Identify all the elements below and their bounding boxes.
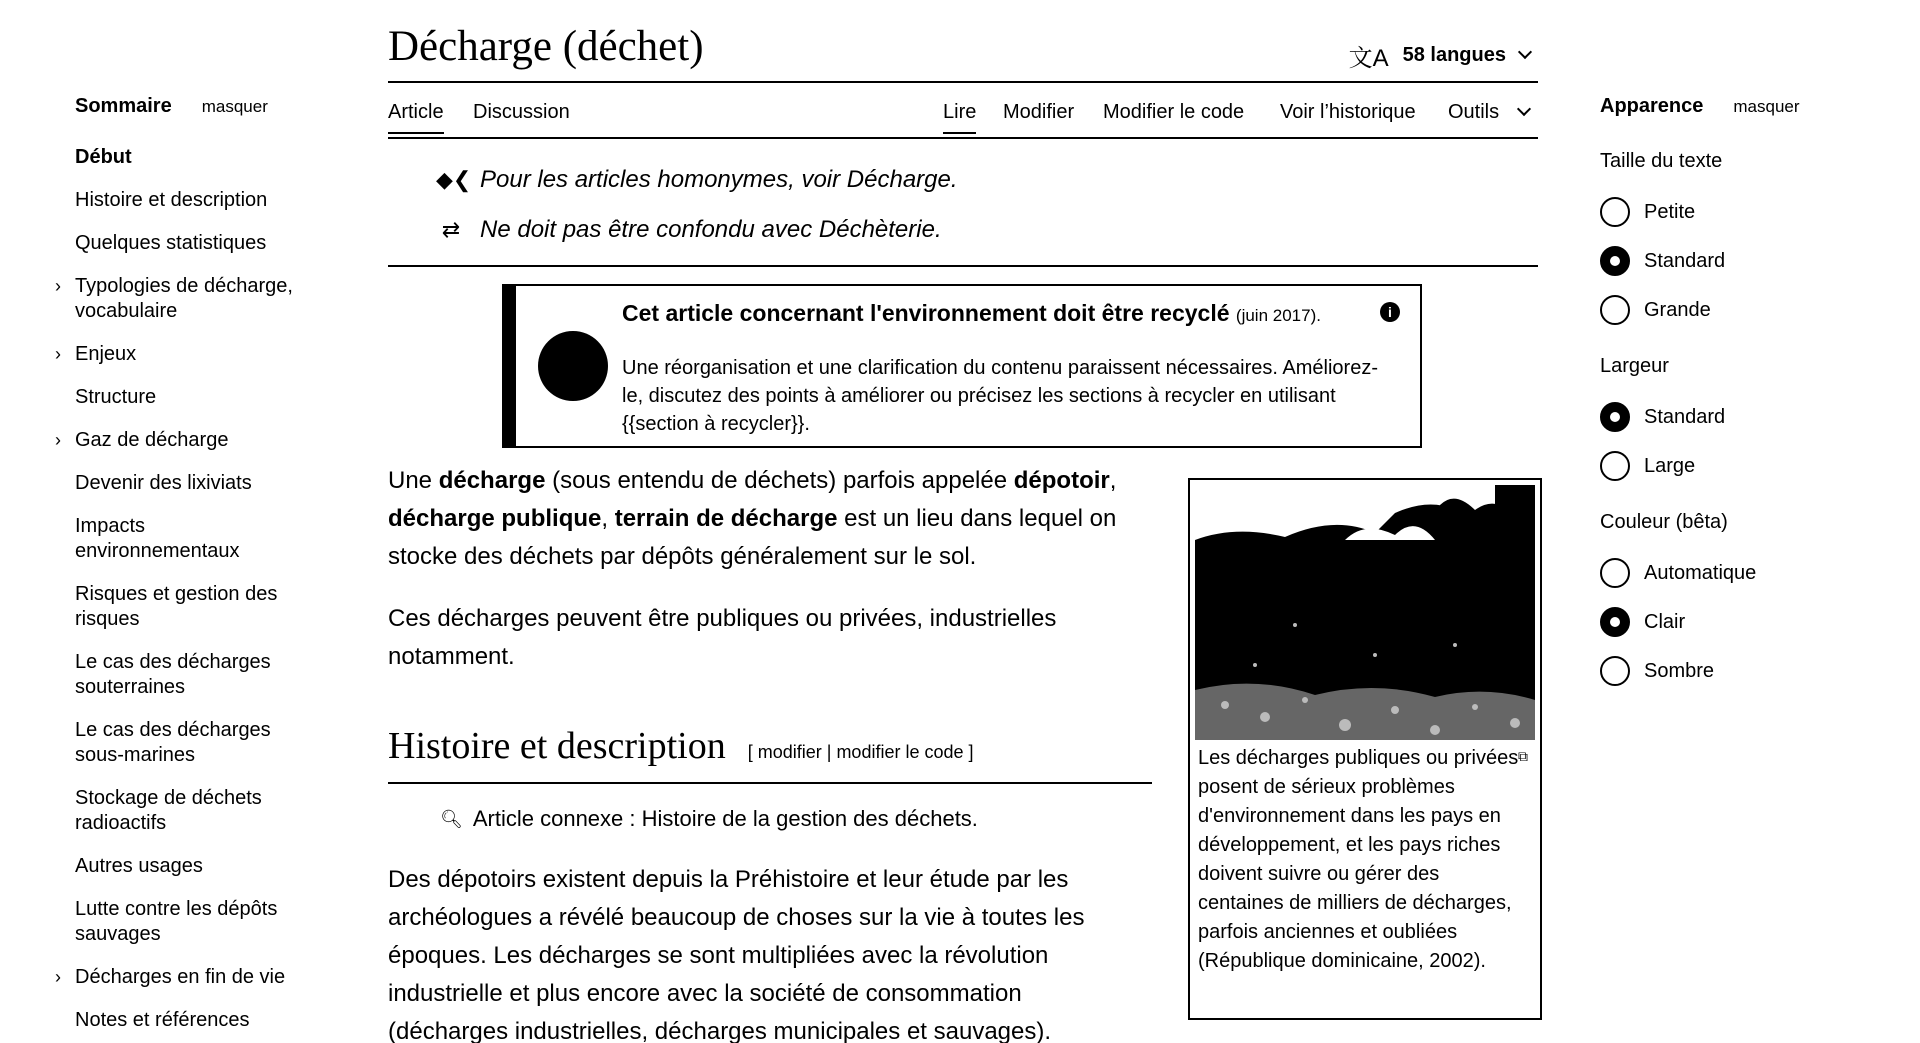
radio-label: Standard	[1644, 405, 1726, 428]
section-edit-links: [ modifier | modifier le code ]	[747, 742, 974, 762]
toc-item-label: Stockage de déchets radioactifs	[75, 787, 262, 834]
hatnotes	[388, 139, 1538, 267]
toc-item-label: Histoire et description	[75, 189, 268, 211]
recycle-icon	[538, 331, 608, 401]
info-icon[interactable]: i	[1380, 302, 1400, 322]
banner-date: (juin 2017).	[1235, 306, 1321, 325]
toc-item[interactable]	[55, 428, 315, 453]
radio-option[interactable]	[1600, 451, 1890, 481]
image-caption: Les décharges publiques ou privées posent de sérieux problèmes d'environnement dans les pays en développement, et les pays riches doivent suivre ou gérer des centaines de milliers de décharges, parfois anciennes et oubliées (République dominicaine, 2002).	[1198, 747, 1519, 972]
table-of-contents	[55, 95, 335, 1043]
appearance-group-label: Largeur	[1600, 355, 1669, 377]
radio-option[interactable]	[1600, 402, 1890, 432]
radio-option[interactable]	[1600, 197, 1890, 227]
tab-edit[interactable]: Modifier	[1003, 101, 1075, 123]
toc-hide-button[interactable]: masquer	[201, 97, 268, 116]
related-article	[440, 806, 978, 832]
section-edit-link[interactable]: modifier	[757, 742, 822, 762]
article-section-body	[388, 861, 1148, 1043]
main-content	[388, 0, 1538, 1043]
toc-title: Sommaire	[75, 95, 172, 117]
radio-button[interactable]	[1600, 558, 1630, 588]
chevron-right-icon[interactable]: ›	[55, 430, 61, 450]
appearance-group-label: Couleur (bêta)	[1600, 511, 1728, 533]
toc-item-label: Risques et gestion des risques	[75, 583, 278, 630]
section-heading	[388, 724, 1152, 784]
toc-item[interactable]	[75, 471, 315, 496]
toc-list	[55, 145, 335, 1033]
maintenance-banner	[502, 284, 1422, 448]
toc-item-label: Lutte contre les dépôts sauvages	[75, 898, 278, 945]
radio-option[interactable]	[1600, 295, 1890, 325]
radio-label: Automatique	[1644, 561, 1757, 584]
toc-item-label: Début	[75, 146, 132, 168]
tabs-bar	[388, 83, 1538, 139]
tools-label: Outils	[1448, 101, 1500, 123]
radio-option[interactable]	[1600, 558, 1890, 588]
toc-item[interactable]	[75, 650, 315, 700]
chevron-right-icon[interactable]: ›	[55, 967, 61, 987]
appearance-title: Apparence	[1600, 95, 1704, 117]
swap-arrows-icon: ⇄	[441, 217, 461, 242]
toc-item-label: Autres usages	[75, 855, 203, 877]
toc-item[interactable]	[75, 145, 315, 170]
appearance-groups	[1600, 150, 1890, 686]
toc-item-label: Gaz de décharge	[75, 429, 229, 451]
toc-item[interactable]	[75, 1008, 315, 1033]
page-title: Décharge (déchet)	[388, 23, 704, 70]
chevron-down-icon	[1517, 102, 1531, 116]
radio-label: Grande	[1644, 298, 1711, 321]
translate-icon: 文A	[1348, 45, 1389, 72]
tab-article[interactable]: Article	[388, 101, 444, 134]
radio-option[interactable]	[1600, 656, 1890, 686]
radio-button[interactable]	[1600, 295, 1630, 325]
banner-title	[622, 300, 1321, 327]
radio-label: Large	[1644, 454, 1696, 477]
article-intro	[388, 462, 1148, 700]
banner-text: Une réorganisation et une clarification du contenu paraissent nécessaires. Améliorez-le, discutez des points à améliorer ou précisez les sections à recycler en utilisant {{section à recycler}}.	[622, 357, 1378, 435]
toc-item[interactable]	[55, 274, 315, 324]
tab-tools[interactable]	[1448, 101, 1529, 132]
banner-title-text[interactable]: Cet article concernant l'environnement doit être recyclé	[622, 300, 1230, 326]
toc-item[interactable]	[75, 188, 315, 213]
toc-item[interactable]	[55, 342, 315, 367]
chevron-right-icon[interactable]: ›	[55, 276, 61, 296]
toc-header	[75, 95, 335, 118]
appearance-group-label: Taille du texte	[1600, 150, 1723, 172]
toc-item-label: Le cas des décharges sous-marines	[75, 719, 271, 766]
toc-item-label: Devenir des lixiviats	[75, 472, 252, 494]
appearance-group	[1600, 511, 1890, 686]
tab-discussion[interactable]: Discussion	[473, 101, 570, 123]
radio-label: Sombre	[1644, 659, 1715, 682]
hatnote-homonymes	[436, 166, 958, 194]
radio-label: Standard	[1644, 249, 1726, 272]
appearance-hide-button[interactable]: masquer	[1733, 97, 1800, 116]
disambiguation-icon: ◆⁠❮	[436, 167, 472, 192]
radio-label: Clair	[1644, 610, 1686, 633]
toc-item-label: Impacts environnementaux	[75, 515, 240, 562]
chevron-right-icon[interactable]: ›	[55, 344, 61, 364]
magnifier-icon: 🔍︎	[440, 808, 463, 829]
radio-button[interactable]	[1600, 402, 1630, 432]
intro-paragraph: Une décharge (sous entendu de déchets) parfois appelée dépotoir, décharge publique, terrain de décharge est un lieu dans lequel on stocke des déchets par dépôts généralement sur le sol.	[388, 467, 1117, 570]
toc-item[interactable]	[75, 897, 315, 947]
related-article-text[interactable]: Article connexe : Histoire de la gestion des déchets.	[472, 806, 978, 831]
language-button[interactable]	[1349, 38, 1530, 73]
radio-option[interactable]	[1600, 607, 1890, 637]
infobox-image	[1188, 478, 1542, 1020]
appearance-group	[1600, 150, 1890, 325]
radio-label: Petite	[1644, 200, 1696, 223]
landfill-photo[interactable]	[1195, 485, 1535, 740]
radio-button[interactable]	[1600, 451, 1630, 481]
radio-button[interactable]	[1600, 197, 1630, 227]
tab-history[interactable]: Voir l’historique	[1280, 101, 1416, 123]
section-edit-source-link[interactable]: modifier le code	[836, 742, 964, 762]
toc-item[interactable]	[75, 718, 315, 768]
appearance-group	[1600, 355, 1890, 481]
hatnote-text[interactable]: Ne doit pas être confondu avec Déchèterie.	[480, 216, 942, 243]
tab-edit-source[interactable]: Modifier le code	[1103, 101, 1245, 123]
toc-item[interactable]	[75, 385, 315, 410]
language-count: 58 langues	[1402, 44, 1506, 66]
radio-button[interactable]	[1600, 656, 1630, 686]
toc-item-label: Structure	[75, 386, 157, 408]
toc-item-label: Le cas des décharges souterraines	[75, 651, 271, 698]
radio-option[interactable]	[1600, 246, 1890, 276]
toc-item[interactable]	[75, 231, 315, 256]
appearance-header	[1600, 95, 1890, 118]
radio-button[interactable]	[1600, 246, 1630, 276]
hatnote-text[interactable]: Pour les articles homonymes, voir Décharge.	[480, 166, 958, 193]
hatnote-confusion	[436, 216, 942, 244]
chevron-down-icon	[1518, 44, 1532, 58]
radio-button[interactable]	[1600, 607, 1630, 637]
toc-item-label: Typologies de décharge, vocabulaire	[75, 275, 293, 322]
toc-item-label: Notes et références	[75, 1009, 250, 1031]
toc-item-label: Décharges en fin de vie	[75, 966, 286, 988]
title-row	[388, 0, 1538, 83]
appearance-panel	[1600, 95, 1890, 716]
toc-item[interactable]	[75, 514, 315, 564]
toc-item[interactable]	[75, 582, 315, 632]
enlarge-icon[interactable]: ⧉	[1518, 748, 1528, 764]
tab-read[interactable]: Lire	[943, 101, 976, 134]
section-title: Histoire et description	[388, 725, 726, 767]
toc-item[interactable]	[75, 854, 315, 879]
toc-item[interactable]	[55, 965, 315, 990]
toc-item-label: Enjeux	[75, 343, 137, 365]
toc-item[interactable]	[75, 786, 315, 836]
toc-item-label: Quelques statistiques	[75, 232, 267, 254]
paragraph: Des dépotoirs existent depuis la Préhistoire et leur étude par les archéologues a révélé beaucoup de choses sur la vie à toutes les époques. Les décharges se sont multipliées avec la révolution industrielle et plus encore avec la société de consommation (décharges industrielles, décharges municipales et sauvages).	[388, 866, 1085, 1043]
paragraph: Ces décharges peuvent être publiques ou privées, industrielles notamment.	[388, 605, 1057, 670]
